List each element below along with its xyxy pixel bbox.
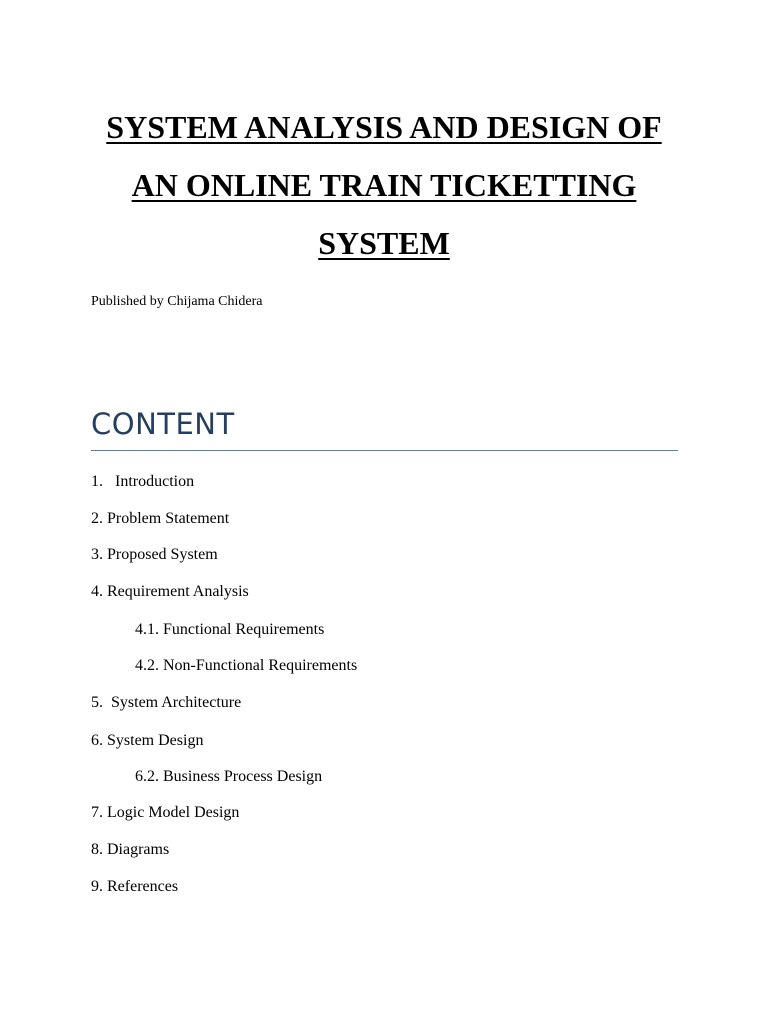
toc-item-diagrams: 8. Diagrams — [91, 841, 170, 858]
toc-item-introduction: 1. Introduction — [91, 473, 195, 490]
toc-item-system-architecture: 5. System Architecture — [91, 694, 242, 711]
toc-item-functional-requirements: 4.1. Functional Requirements — [135, 621, 325, 638]
toc-item-business-process-design: 6.2. Business Process Design — [135, 768, 323, 785]
author-line: Published by Chijama Chidera — [91, 294, 263, 309]
toc-item-requirement-analysis: 4. Requirement Analysis — [91, 583, 249, 600]
toc-item-references: 9. References — [91, 878, 179, 895]
document-title-line-3: SYSTEM — [318, 225, 450, 261]
document-title-line-1: SYSTEM ANALYSIS AND DESIGN OF — [106, 109, 662, 145]
toc-item-system-design: 6. System Design — [91, 732, 204, 749]
heading-divider — [91, 450, 678, 451]
toc-item-problem-statement: 2. Problem Statement — [91, 510, 230, 527]
content-heading: CONTENT — [91, 407, 235, 441]
document-title-line-2: AN ONLINE TRAIN TICKETTING — [131, 167, 637, 203]
toc-item-proposed-system: 3. Proposed System — [91, 546, 218, 563]
toc-item-logic-model-design: 7. Logic Model Design — [91, 804, 240, 821]
toc-item-non-functional-requirements: 4.2. Non-Functional Requirements — [135, 657, 358, 674]
